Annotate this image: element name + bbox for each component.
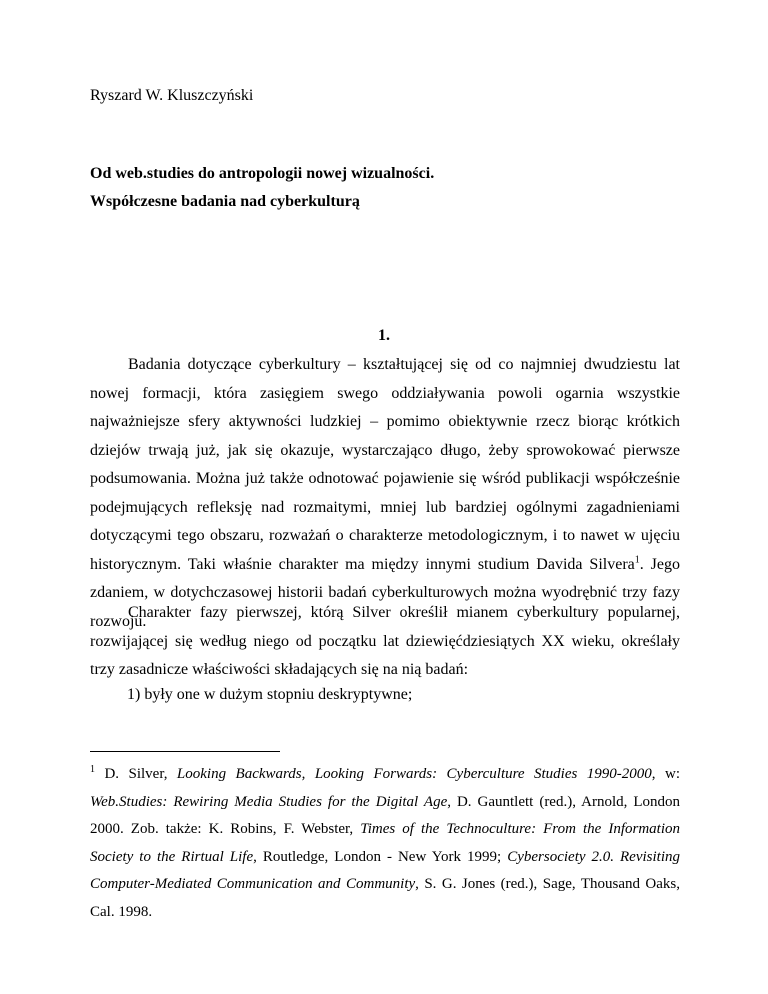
- footnote: [90, 761, 680, 926]
- footnote-text-3: , D. Gauntlett (red.), Arnold, London 2000. Zob. także: K. Robins, F. Webster,: [90, 793, 680, 837]
- paragraph-1-text-b: . Jego zdaniem, w dotychczasowej historii badań cyberkulturowych można wyodrębnić trzy fazy rozwoju.: [90, 555, 680, 630]
- paragraph-1: [90, 351, 680, 636]
- paragraph-1-text-a: Badania dotyczące cyberkultury – kształtującej się od co najmniej dwudziestu lat nowej formacji, która zasięgiem swego oddziaływania powoli ogarnia wszystkie najważniejsze sfery aktywności ludzkiej – pomimo obiektywnie rzecz biorąc krótkich dziejów trwają już, jak się okazuje, wystarczająco długo, żeby sprowokować pierwsze podsumowania. Można już także odnotować pojawienie się wśród publikacji współcześnie podejmujących refleksję nad rozmaitymi, mniej lub bardziej ogólnymi zagadnieniami dotyczącymi tego obszaru, rozważań o charakterze metodologicznym, i to nawet w ujęciu historycznym. Taki właśnie charakter ma między innymi studium Davida Silvera: [90, 356, 680, 573]
- footnote-title-1: Looking Backwards, Looking Forwards: Cyberculture Studies 1990-2000: [176, 766, 652, 782]
- section-number: 1.: [378, 327, 390, 344]
- title-line-2: Współczesne badania nad cyberkulturą: [90, 193, 360, 210]
- footnote-title-2: Web.Studies: Rewiring Media Studies for the Digital Age: [90, 793, 448, 810]
- footnote-divider: [90, 751, 280, 752]
- footnote-text-4: , Routledge, London - New York 1999;: [253, 848, 508, 865]
- footnote-text-1: D. Silver,: [95, 766, 177, 782]
- footnote-text-5: , S. G. Jones (red.), Sage, Thousand Oaks, Cal. 1998.: [90, 876, 680, 920]
- paragraph-2: [90, 599, 680, 685]
- list-item-1: 1) były one w dużym stopniu deskryptywne;: [127, 686, 413, 703]
- title-line-1: Od web.studies do antropologii nowej wizualności.: [90, 165, 435, 182]
- footnote-text-2: , w:: [651, 766, 680, 782]
- footnote-title-4: Cybersociety 2.0. Revisiting Computer-Mediated Communication and Community: [90, 848, 681, 892]
- footnote-mark: 1: [90, 764, 95, 775]
- footnote-reference[interactable]: 1: [634, 554, 640, 566]
- footnote-title-3: Times of the Technoculture: From the Information Society to the Rirtual Life: [90, 821, 680, 865]
- paragraph-2-text: Charakter fazy pierwszej, którą Silver określił mianem cyberkultury popularnej, rozwijającej się według niego od początku lat dziewięćdziesiątych XX wieku, określały trzy zasadnicze właściwości składających się na nią badań:: [90, 604, 680, 678]
- author-name: Ryszard W. Kluszczyński: [90, 87, 254, 104]
